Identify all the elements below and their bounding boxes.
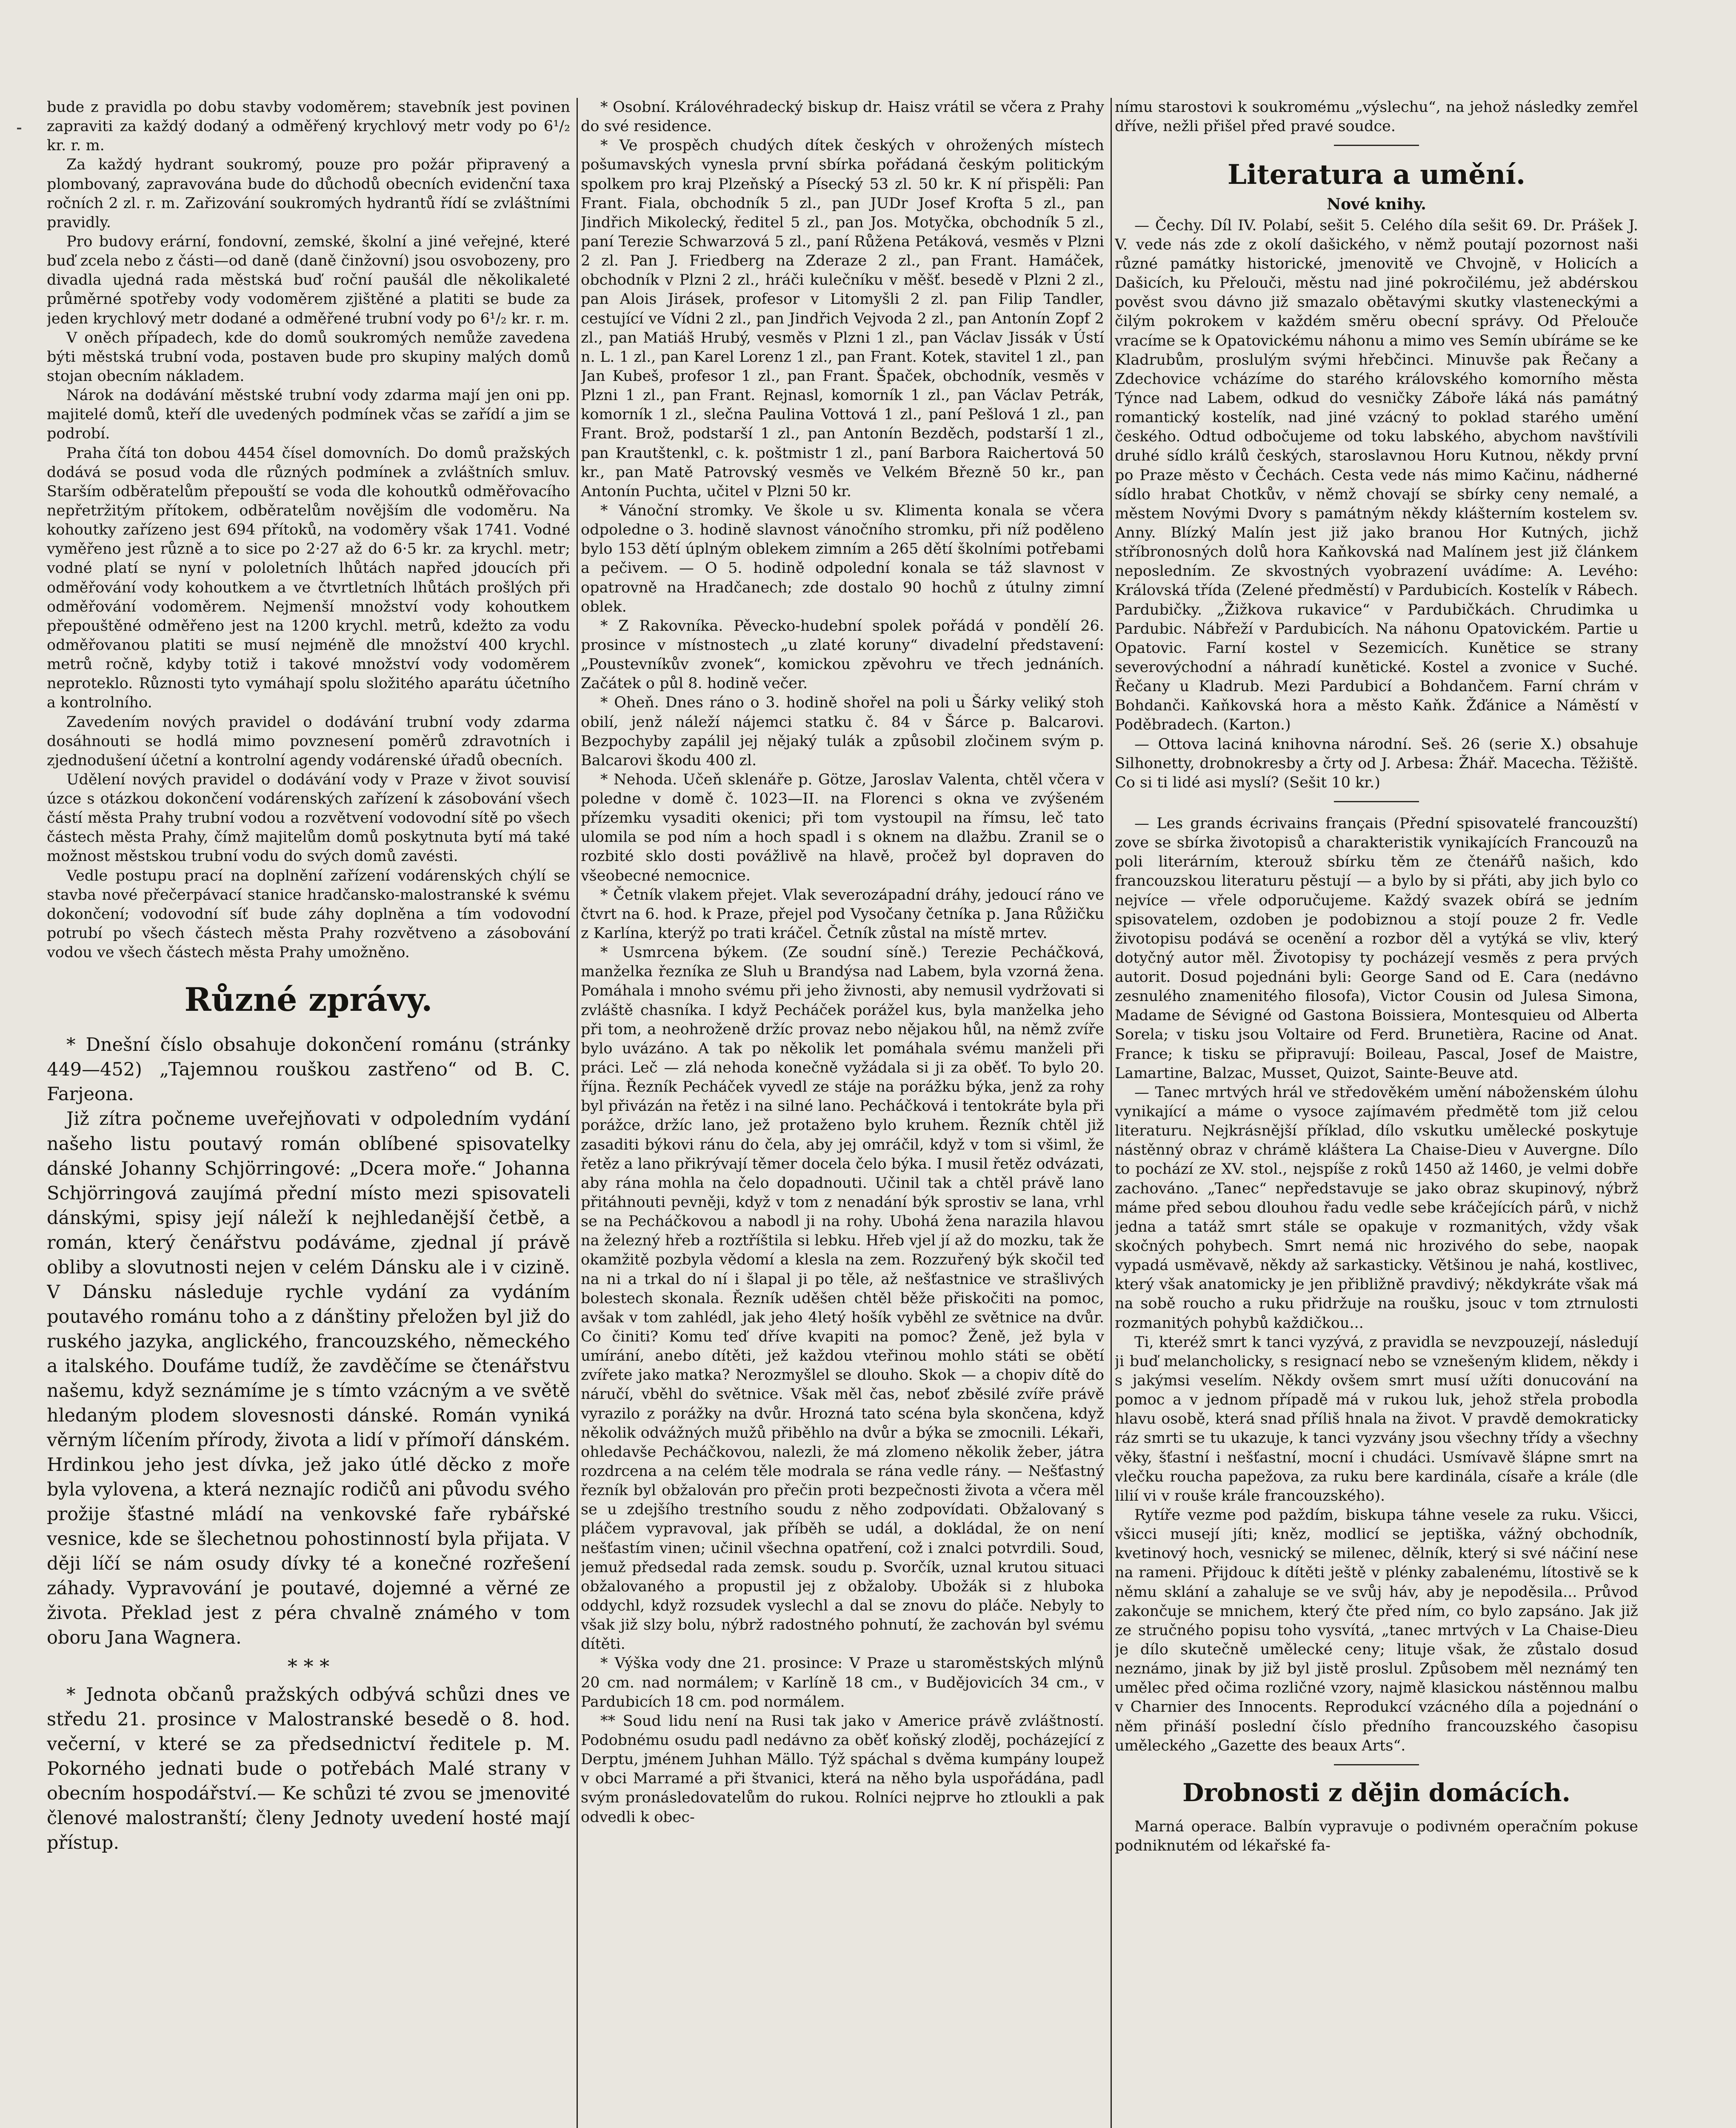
paragraph: * Jednota občanů pražských odbývá schůzi dnes ve středu 21. prosince v Malostranské besedě o 8. hod. večerní, v které se za předsednictví ředitele p. M. Pokorného jednati bude o potřebách Malé strany v obecním hospodářství.— Ke schůzi té zvou se jmenovité členové malostranští; členy Jednoty uvedení hosté mají přístup. [47, 1684, 570, 1853]
paragraph: Rytíře vezme pod paždím, biskupa táhne vesele za ruku. Všicci, všicci musejí jíti; kněz, modlicí se jeptiška, vážný obchodník, kvetinový hoch, vesnický se milenec, dělník, který si své náčiní nese na rameni. Přijdouc k dítěti ještě v plénky zabalenému, lítostivě se k němu sklání a zahaluje se ve svůj háv, aby je nepoděsila... Průvod zakončuje se mnichem, který čte před ním, co bylo zapsáno. Jak již ze stručného popisu toho vysvítá, „tanec mrtvých v La Chaise-Dieu je dílo skutečně umělecké ceny; lituje však, že zůstalo dosud neznámo, jinak by již byl jistě proslul. Způsobem měl neznámý ten umělec před očima rozličné vzory, najmě klasickou nástěnnou malbu v Charnier des Innocents. Reprodukcí vzácného díla a pojednání o něm přináší poslední číslo předního francouzského časopisu uměleckého „Gazette des beaux Arts“. [1115, 1507, 1638, 1754]
asterism-divider: * * * [287, 1654, 330, 1678]
paragraph: ** Soud lidu není na Rusi tak jako v Americe právě zvláštností. Podobnému osudu padl nedávno za oběť koňský zloděj, pocházející z Derptu, jménem Juhhan Mällo. Týž spáchal s dvěma kumpány loupež v obci Marramé a při štvanici, která na něho byla uspořádána, padl svým pronásledovatelům do rukou. Rolníci nejprve ho ztloukli a pak odvedli k obec- [581, 1712, 1104, 1826]
divider [1334, 801, 1419, 802]
paragraph: — Les grands écrivains français (Přední spisovatelé francouzští) zove se sbírka životopisů a charakteristik vynikajících Francouzů na poli literárním, kterouž sbírku těm ze čtenářů našich, kdo francouzskou literaturu pěstují — a bylo by si přáti, aby jich bylo co nejvíce — vřele odporučujeme. Každý svazek obírá se jedním spisovatelem, ozdoben je podobiznou a stojí pouze 2 fr. Vedle životopisu podává se ocenění a rozbor děl a vytýká se vliv, který dotyčný autor měl. Životopisy ty pocházejí vesměs z pera prvých autorit. Dosud pojednáni byli: George Sand od E. Cara (nedávno zesnulého znamenitého filosofa), Victor Cousin od Julesa Simona, Madame de Sévigné od Gastona Boissiera, Montesquieu od Alberta Sorela; v tisku jsou Voltaire od Ferd. Brunetièra, Racine od Anat. France; k tisku se připravují: Boileau, Pascal, Josef de Maistre, Lamartine, Balzac, Musset, Quizot, Sainte-Beuve atd. [1115, 815, 1638, 1082]
paragraph: * Výška vody dne 21. prosince: V Praze u staroměstských mlýnů 20 cm. nad normálem; v Karlíně 18 cm., v Budějovicích 34 cm., v Pardubicích 18 cm. pod normálem. [581, 1655, 1104, 1710]
divider [1334, 1764, 1419, 1765]
paragraph: Marná operace. Balbín vypravuje o podivném operačním pokuse podniknutém od lékařské fa- [1115, 1818, 1638, 1855]
section-title-drobnosti: Drobnosti z dějin domácích. [1182, 1778, 1570, 1807]
paragraph: Praha čítá ton dobou 4454 čísel domovních. Do domů pražských dodává se posud voda dle různých podmínek a zvláštních smluv. Starším odběratelům přepouští se voda dle kohoutků odměřovacího nepřetržitým přítokem, odběratelům novějším dle vodoměru. Na kohoutky zařízeno jest 694 přítoků, na vodoměry však 1741. Vodné vyměřeno jest různě a to sice po 2·27 až do 6·5 kr. za krychl. metr; vodné platí se nyní v pololetních lhůtách napřed jdoucích při odměřování vody kohoutkem a ve čtvrtletních lhůtách prošlých při odměřování vodoměrem. Nejmenší množství vody kohoutkem přepouštěné odměřeno jest na 1200 krychl. metrů, kdežto za vodu odměřovanou platiti se musí nejméně dle množství 400 krychl. metrů ročně, kdyby totiž i takové množství vody vodoměrem neproteklo. Různosti tyto vymáhají spolu složitého aparátu účetního a kontrolního. [47, 444, 570, 712]
paragraph: Již zítra počneme uveřejňovati v odpoledním vydání našeho listu poutavý román oblíbené spisovatelky dánské Johanny Schjörringové: „Dcera moře.“ Johanna Schjörringová zaujímá přední místo mezi spisovateli dánskými, spisy její náleží k nejhledanější četbě, a román, který čenářstvu podáváme, zjednal jí právě obliby a slovutnosti nejen v celém Dánsku ale i v cizině. V Dánsku následuje rychle vydání za vydáním poutavého románu toho a z dánštiny přeložen byl již do ruského jazyka, anglického, francouzského, německého a italského. Doufáme tudíž, že zavděčíme se čtenářstvu našemu, když seznámíme je s tímto vzácným a ve světě hledaným plodem slovesnosti dánské. Román vyniká věrným líčením přírody, života a lidí v přímoří dánském. Hrdinkou jeho jest dívka, jež jako útlé děcko z moře byla vylovena, a která neznajíc rodičů ani původu svého prožije šťastné mládí na venkovské faře rybářské vesnice, kde se šlechetnou pohostinností byla přijata. V ději líčí se nám osudy dívky té a konečné rozřešení záhady. Vypravování je poutavé, dojemné a věrné ze života. Překlad jest z péra chvalně známého v tom oboru Jana Wagnera. [47, 1108, 570, 1649]
paragraph: * Oheň. Dnes ráno o 3. hodině shořel na poli u Šárky veliký stoh obilí, jenž náleží nájemci statku č. 84 v Šárce p. Balcarovi. Bezpochyby zapálil jej nějaký tulák a způsobil zločinem svým p. Balcarovi škodu 400 zl. [581, 694, 1104, 769]
paragraph: Pro budovy erární, fondovní, zemské, školní a jiné veřejné, které buď zcela nebo z části—od daně (daně činžovní) jsou osvobozeny, pro divadla ujedná rada městská buď roční paušál dle několikaleté průměrné spotřeby vody vodoměrem zjištěné a platiti se bude za jeden krychlový metr dodané a odměřené trubní vody po 6¹/₂ kr. r. m. [47, 233, 570, 327]
divider [1334, 145, 1419, 146]
paragraph: bude z pravidla po dobu stavby vodoměrem; stavebník jest povinen zapraviti za každý dodaný a odměřený krychlový metr vody po 6¹/₂ kr. r. m. [47, 99, 570, 154]
column-middle [581, 98, 1104, 2128]
paragraph: nímu starostovi k soukromému „výslechu“, na jehož následky zemřel dříve, nežli přišel před pravé soudce. [1115, 99, 1638, 135]
paragraph: Udělení nových pravidel o dodávání vody v Praze v život souvisí úzce s otázkou dokončení vodárenských zařízení k zásobování všech částí města Prahy trubní vodou a rozvětvení vodovodní sítě po všech částech města Prahy, čímž majitelům domů poskytnuta bytí má také možnost městskou trubní vodu do svých domů zavésti. [47, 771, 570, 865]
section-title-ruzne-zpravy: Různé zprávy. [184, 981, 433, 1019]
paragraph: * Osobní. Královéhradecký biskup dr. Haisz vrátil se včera z Prahy do své residence. [581, 99, 1104, 135]
paragraph: * Ve prospěch chudých dítek českých v ohrožených místech pošumavských vynesla první sbírka pořádaná českým politickým spolkem pro kraj Plzeňský a Písecký 53 zl. 50 kr. K ní přispěli: Pan Frant. Fiala, obchodník 5 zl., pan JUDr Josef Krofta 5 zl., pan Jindřich Mikolecký, ředitel 5 zl., pan Jos. Motyčka, obchodník 5 zl., paní Terezie Schwarzová 5 zl., paní Růžena Petáková, vesměs v Plzni 2 zl. Pan J. Friedberg na Zderaze 2 zl., pan Frant. Hamáček, obchodník v Plzni 2 zl., hráči kulečníku v měšť. besedě v Plzni 2 zl., pan Alois Jirásek, profesor v Litomyšli 2 zl. pan Filip Tandler, cestující ve Vídni 2 zl., pan Jindřich Vejvoda 2 zl., pan Antonín Zopf 2 zl., pan Matiáš Hrubý, vesměs v Plzni 1 zl., pan Václav Jissák v Ústí n. L. 1 zl., pan Karel Lorenz 1 zl., pan Frant. Kotek, stavitel 1 zl., pan Jan Kubeš, profesor 1 zl., pan Frant. Špaček, obchodník, vesměs v Plzni 1 zl., pan Frant. Rejnasl, komorník 1 zl., pan Václav Petrák, komorník 1 zl., slečna Paulina Vottová 1 zl., paní Pešlová 1 zl., pan Frant. Brož, podstarší 1 zl., pan Antonín Bezděch, podstarší 1 zl., pan Krautštenkl, c. k. poštmistr 1 zl., paní Barbora Raichertová 50 kr., pan Matě Patrovský vesměs ve Velkém Březně 50 kr., pan Antonín Puchta, učitel v Plzni 50 kr. [581, 137, 1104, 500]
paragraph: * Četník vlakem přejet. Vlak severozápadní dráhy, jedoucí ráno ve čtvrt na 6. hod. k Praze, přejel pod Vysočany četníka p. Jana Růžičku z Karlína, kterýž po trati kráčel. Četník zůstal na místě mrtev. [581, 886, 1104, 942]
column-rule [577, 98, 578, 2128]
paragraph: * Usmrcena býkem. (Ze soudní síně.) Terezie Pecháčková, manželka řezníka ze Sluh u Brandýsa nad Labem, byla vzorná žena. Pomáhala i mnoho svému při jeho živnosti, aby nemusil vydržovati si zvláště chasníka. I když Pecháček porážel kus, byla manželka jeho při tom, a neohroženě držíc provaz nebo nějakou hůl, na němž zvíře bylo uvázáno. A tak po několik let pomáhala svému manželi při práci. Leč — zlá nehoda konečně vyžádala si ji za oběť. To bylo 20. října. Řezník Pecháček vyvedl ze stáje na porážku býka, jenž za rohy byl přivázán na řetěz i na silné lano. Pecháčková i tentokráte byla při porážce, držíc lano, jež protaženo bylo kruhem. Řezník chtěl již zasaditi býkovi ránu do čela, aby jej omráčil, když v tom si všiml, že řetěz a lano přikrývají těmer docela čelo býka. I musil řetěz odvázati, aby rána mohla na čelo dopadnouti. Učinil tak a chtěl právě lano přitáhnouti pevněji, když v tom z nenadání býk sprostiv se lana, vrhl se na Pecháčkovou a nabodl ji na rohy. Ubohá žena narazila hlavou na železný hřeb a roztříštila si lebku. Hřeb vjel jí až do mozku, tak že okamžitě pozbyla vědomí a klesla na zem. Rozzuřený býk skočil teď na ni a trkal do ní i šlapal ji po těle, až nešťastnice ve strašlivých bolestech skonala. Řezník uděšen chtěl běže přiskočiti na pomoc, avšak v tom zahlédl, jak jeho 4letý hošík vyběhl ze světnice na dvůr. Co činiti? Komu teď dříve kvapiti na pomoc? Ženě, jež byla v umírání, anebo dítěti, jež každou vteřinou mohlo státi se obětí zvířete jako matka? Nerozmyšlel se dlouho. Skok — a chopiv dítě do náručí, vběhl do světnice. Však měl čas, neboť zběsilé zvíře právě vyrazilo z porážky na dvůr. Hrozná tato scéna byla skončena, když několik odvážných mužů přiběhlo na dvůr a býka se zmocnili. Lékaři, ohledavše Pecháčkovou, nalezli, že má zlomeno několik žeber, játra rozdrcena a na celém těle modrala se rána vedle rány. — Nešťastný řezník byl obžalován pro přečin proti bezpečnosti života a včera měl se u zdejšího trestního soudu z něho zodpovídati. Obžalovaný s pláčem vypravoval, jak příběh se udál, a dokládal, že on není nešťastím vinen; učinil všechna opatření, což i znalci potvrdili. Soud, jemuž předsedal rada zemsk. soudu p. Svorčík, uznal krutou situaci obžalovaného a propustil jej z obžaloby. Ubožák si z hluboka oddychl, když rozsudek vyslechl a dal se znovu do pláče. Nebyly to však již slzy bolu, nýbrž radostného pohnutí, že zachován byl svému dítěti. [581, 944, 1104, 1653]
paragraph: — Ottova laciná knihovna národní. Seš. 26 (serie X.) obsahuje Silhonetty, drobnokresby a črty od J. Arbesa: Žhář. Macecha. Těžiště. Co si ti lidé asi myslí? (Sešit 10 kr.) [1115, 735, 1638, 791]
paragraph: — Tanec mrtvých hrál ve středověkém umění náboženském úlohu vynikající a máme o vysoce zajímavém předmětě tom již celou literaturu. Nejkrásnější příklad, dílo vskutku umělecké poskytuje nástěnný obraz v chrámě kláštera La Chaise-Dieu v Auvergne. Dílo to pochází ze XV. stol., nejspíše z roků 1450 až 1460, je velmi dobře zachováno. „Tanec“ nepředstavuje se jako obraz skupinový, nýbrž máme před sebou dlouhou řadu vedle sebe kráčejících párů, v nichž jedna a tatáž smrt stále se opakuje v rozmanitých, vždy však skočných pohybech. Smrt nemá nic hrozivého do sebe, naopak vypadá usměvavě, někdy až sarkasticky. Většinou je nahá, kostlivec, který však anatomicky je jen přibližně pravdivý; někdykráte však má na sobě roucho a ruku přidržuje na roušku, jsouc v tom ztrnulosti rozmanitých pohybů každičkou... [1115, 1084, 1638, 1332]
newspaper-page [47, 98, 1638, 2128]
paragraph: Nárok na dodávání městské trubní vody zdarma mají jen oni pp. majitelé domů, kteří dle uvedených podmínek včas se zařídí a jim se podrobí. [47, 387, 570, 443]
paragraph: Ti, kteréž smrt k tanci vyzývá, z pravidla se nevzpouzejí, následují ji buď melancholicky, s resignací nebo se vznešeným klidem, někdy i s jakýmsi veselím. Někdy ovšem smrt musí užíti donucování na pomoc a v jednom případě má v rukou luk, jehož střela probodla hlavu osobě, která snad příliš hnala na život. V pravdě demokraticky ráz smrti se tu ukazuje, k tanci vyzvány jsou všechny třídy a všechny věky, šťastní i nešťastní, mocní i chudáci. Usmívavě šlápne smrt na vlečku roucha papežova, za ruku bere kardinála, císaře a krále (dle lilií vi v rouše krále francouzského). [1115, 1333, 1638, 1504]
paragraph: V oněch případech, kde do domů soukromých nemůže zavedena býti městská trubní voda, postaven bude pro skupiny malých domů stojan obecním nákladem. [47, 329, 570, 385]
column-left [47, 98, 570, 2128]
water-rules-article [47, 98, 570, 962]
page-edge-mark [17, 128, 21, 129]
paragraph: — Čechy. Díl IV. Polabí, sešit 5. Celého díla sešit 69. Dr. Prášek J. V. vede nás zde z okolí dašického, v němž poutají pozornost naši různé památky historické, jmenovitě ve Chvojně, v Holicích a Dašicích, ku Přelouči, městu nad jiné pokročilému, jež abdérskou pověst svou dávno již smazalo obětavými skutky vlasteneckými a čilým pokrokem v každém směru obecní správy. Od Přelouče vracíme se k Opatovickému náhonu a mimo ves Semín ubíráme se ke Kladrubům, proslulým svými hřebčinci. Minuvše pak Řečany a Zdechovice vcházíme do starého královského komorního města Týnce nad Labem, odkud do vesničky Záboře láká nás památný romantický kostelík, nad jiné vzácný to poklad starého umění českého. Odtud odbočujeme od toku labského, abychom navštívili druhé sídlo králů českých, staroslavnou Horu Kutnou, někdy první po Praze město v Čechách. Cesta vede nás mimo Kačinu, nádherné sídlo hrabat Chotkův, v němž chovají se sbírky ceny nemalé, a městem Novými Dvory s památným někdy klášterním kostelem sv. Anny. Blízký Malín jest již jako branou Hor Kutných, jichž stříbronosných dolů hora Kaňkovská nad Malínem jest již článkem neposledním. Ze skvostných vyobrazení uvádíme: A. Levého: Královská třída (Zelené předměstí) v Pardubicích. Kostelík v Rábech. Pardubičky. „Žižkova rukavice“ v Pardubičkách. Chrudimka u Pardubic. Nábřeží v Pardubicích. Na náhonu Opatovickém. Partie u Opatovic. Farní kostel v Sezemicích. Kunětice se strany severovýchodní a náhradí kunětické. Kostel a zvonice v Suché. Řečany u Kladrub. Mezi Pardubicí a Bohdančem. Farní chrám v Bohdanči. Kaňkovská hora a město Kaňk. Žďánice a Náměstí v Poděbradech. (Karton.) [1115, 217, 1638, 734]
news-lead-articles [47, 1033, 570, 1855]
section-title-literatura: Literatura a umění. [1227, 159, 1526, 191]
column-right [1115, 98, 1638, 2128]
paragraph: Zavedením nových pravidel o dodávání trubní vody zdarma dosáhnouti se hodlá mimo povznesení poměrů zdravotních i zjednodušení účetní a kontrolní agendy vodárenské úřadů obecních. [47, 713, 570, 769]
column-rule [1111, 98, 1112, 2128]
paragraph: * Nehoda. Učeň sklenáře p. Götze, Jaroslav Valenta, chtěl včera v poledne v domě č. 1023—II. na Florenci s okna ve zvýšeném přízemku vysaditi okenici; při tom vystoupil na římsu, leč tato ulomila se pod ním a hoch spadl i s oknem na dlažbu. Zranil se o rozbité sklo dosti povážlivě na hlavě, pročež byl dopraven do všeobecné nemocnice. [581, 771, 1104, 884]
paragraph: Za každý hydrant soukromý, pouze pro požár připravený a plombovaný, zapravována bude do důchodů obecních evidenční taxa ročních 2 zl. r. m. Zařizování soukromých hydrantů řídí se zvláštními pravidly. [47, 156, 570, 231]
section-subtitle-nove-knihy: Nové knihy. [1327, 195, 1426, 214]
paragraph: * Dnešní číslo obsahuje dokončení románu (stránky 449—452) „Tajemnou rouškou zastřeno“ od B. C. Farjeona. [47, 1034, 570, 1105]
paragraph: Vedle postupu prací na doplnění zařízení vodárenských chýlí se stavba nové přečerpávací stanice hradčansko-malostranské k svému dokončení; vodovodní síť bude záhy doplněna a tím vodovodní potrubí po všech částech města Prahy rozvětveno a zásobování vodou ve všech částech města Prahy umožněno. [47, 867, 570, 961]
paragraph: * Z Rakovníka. Pěvecko-hudební spolek pořádá v pondělí 26. prosince v místnostech „u zlaté koruny“ divadelní představení: „Poustevníkův zvonek“, komickou zpěvohru ve třech jednáních. Začátek o půl 8. hodině večer. [581, 617, 1104, 692]
paragraph: * Vánoční stromky. Ve škole u sv. Klimenta konala se včera odpoledne o 3. hodině slavnost vánočního stromku, při níž poděleno bylo 153 dětí úplným oblekem zimním a 265 dětí školními potřebami a pečivem. — O 5. hodině odpolední konala se táž slavnost v opatrovně na Hradčanech; zde dostalo 90 hochů z útulny zimní oblek. [581, 502, 1104, 615]
